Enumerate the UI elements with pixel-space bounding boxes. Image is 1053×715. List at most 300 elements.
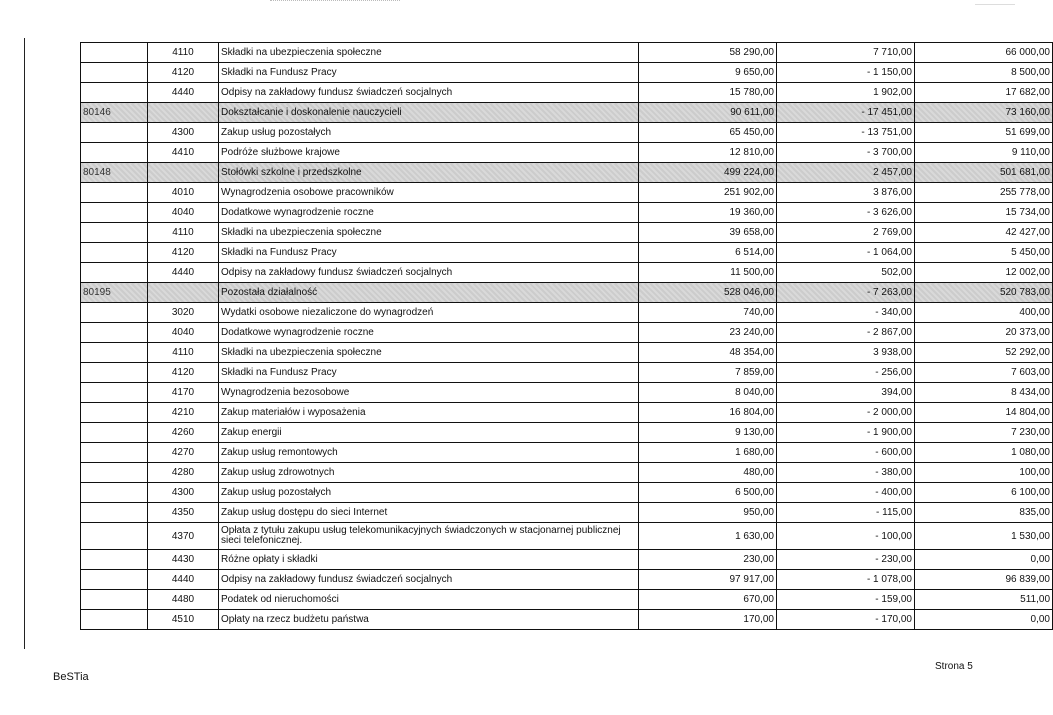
table-row bbox=[81, 203, 1053, 223]
change-cell-text: - 1 150,00 bbox=[866, 67, 912, 78]
change-cell bbox=[777, 463, 915, 483]
description-cell bbox=[219, 303, 639, 323]
chapter-cell bbox=[81, 610, 148, 630]
after-change-cell bbox=[915, 483, 1053, 503]
change-cell-text: - 17 451,00 bbox=[861, 107, 912, 118]
after-change-cell-text: 12 002,00 bbox=[1005, 267, 1050, 278]
paragraph-cell bbox=[148, 363, 219, 383]
paragraph-cell-text: 4170 bbox=[171, 387, 195, 398]
table-row bbox=[81, 143, 1053, 163]
plan-cell bbox=[639, 363, 777, 383]
change-cell-text: 3 938,00 bbox=[873, 347, 912, 358]
paragraph-cell bbox=[148, 443, 219, 463]
scan-artifact bbox=[975, 4, 1015, 5]
table-row-chapter bbox=[81, 283, 1053, 303]
paragraph-cell bbox=[148, 83, 219, 103]
plan-cell bbox=[639, 590, 777, 610]
plan-cell-text: 16 804,00 bbox=[729, 407, 774, 418]
plan-cell bbox=[639, 503, 777, 523]
after-change-cell-text: 51 699,00 bbox=[1005, 127, 1050, 138]
after-change-cell bbox=[915, 403, 1053, 423]
description-cell-text: Wynagrodzenia osobowe pracowników bbox=[221, 187, 394, 198]
chapter-cell bbox=[81, 590, 148, 610]
after-change-cell bbox=[915, 523, 1053, 550]
after-change-cell bbox=[915, 123, 1053, 143]
footer-page-number: Strona 5 bbox=[935, 661, 973, 672]
description-cell-text: Różne opłaty i składki bbox=[221, 554, 318, 565]
table-row-chapter bbox=[81, 103, 1053, 123]
paragraph-cell bbox=[148, 423, 219, 443]
after-change-cell-text: 255 778,00 bbox=[999, 187, 1050, 198]
plan-cell-text: 90 611,00 bbox=[730, 107, 774, 118]
description-cell-text: Pozostała działalność bbox=[221, 287, 318, 298]
after-change-cell bbox=[915, 263, 1053, 283]
description-cell bbox=[219, 43, 639, 63]
plan-cell bbox=[639, 323, 777, 343]
chapter-cell bbox=[81, 163, 148, 183]
chapter-cell bbox=[81, 123, 148, 143]
table-row bbox=[81, 523, 1053, 550]
after-change-cell-text: 15 734,00 bbox=[1005, 207, 1050, 218]
description-cell bbox=[219, 223, 639, 243]
table-row bbox=[81, 303, 1053, 323]
description-cell bbox=[219, 203, 639, 223]
paragraph-cell-text: 4410 bbox=[171, 147, 195, 158]
change-cell bbox=[777, 103, 915, 123]
after-change-cell-text: 0,00 bbox=[1030, 614, 1050, 625]
plan-cell bbox=[639, 570, 777, 590]
paragraph-cell-text: 4270 bbox=[171, 447, 195, 458]
description-cell-text: Składki na Fundusz Pracy bbox=[221, 67, 337, 78]
paragraph-cell bbox=[148, 550, 219, 570]
description-cell-text: Dokształcanie i doskonalenie nauczycieli bbox=[221, 107, 402, 118]
chapter-cell bbox=[81, 363, 148, 383]
after-change-cell-text: 400,00 bbox=[1019, 307, 1050, 318]
change-cell bbox=[777, 610, 915, 630]
description-cell-text: Wynagrodzenia bezosobowe bbox=[221, 387, 350, 398]
plan-cell-text: 170,00 bbox=[743, 614, 774, 625]
after-change-cell bbox=[915, 570, 1053, 590]
description-cell bbox=[219, 83, 639, 103]
paragraph-cell bbox=[148, 123, 219, 143]
chapter-cell bbox=[81, 403, 148, 423]
after-change-cell bbox=[915, 590, 1053, 610]
plan-cell-text: 9 130,00 bbox=[735, 427, 774, 438]
paragraph-cell-text: 4110 bbox=[172, 347, 194, 358]
plan-cell-text: 740,00 bbox=[743, 307, 774, 318]
after-change-cell-text: 835,00 bbox=[1019, 507, 1050, 518]
paragraph-cell bbox=[148, 203, 219, 223]
change-cell bbox=[777, 63, 915, 83]
paragraph-cell-text: 4110 bbox=[172, 227, 194, 238]
table-row bbox=[81, 403, 1053, 423]
after-change-cell-text: 42 427,00 bbox=[1005, 227, 1050, 238]
after-change-cell bbox=[915, 83, 1053, 103]
description-cell bbox=[219, 483, 639, 503]
description-cell bbox=[219, 63, 639, 83]
description-cell-text: Zakup usług pozostałych bbox=[221, 127, 332, 138]
change-cell bbox=[777, 383, 915, 403]
table-row bbox=[81, 463, 1053, 483]
change-cell bbox=[777, 343, 915, 363]
change-cell-text: - 3 626,00 bbox=[866, 207, 912, 218]
paragraph-cell bbox=[148, 523, 219, 550]
plan-cell-text: 23 240,00 bbox=[729, 327, 774, 338]
plan-cell-text: 39 658,00 bbox=[729, 227, 774, 238]
after-change-cell-text: 96 839,00 bbox=[1005, 574, 1050, 585]
description-cell-text: Stołówki szkolne i przedszkolne bbox=[221, 167, 362, 178]
table-row bbox=[81, 570, 1053, 590]
plan-cell-text: 97 917,00 bbox=[729, 574, 774, 585]
paragraph-cell bbox=[148, 183, 219, 203]
change-cell bbox=[777, 223, 915, 243]
after-change-cell bbox=[915, 183, 1053, 203]
change-cell-text: - 2 867,00 bbox=[866, 327, 912, 338]
paragraph-cell bbox=[148, 223, 219, 243]
plan-cell-text: 19 360,00 bbox=[729, 207, 774, 218]
chapter-cell bbox=[81, 203, 148, 223]
change-cell bbox=[777, 550, 915, 570]
description-cell bbox=[219, 263, 639, 283]
after-change-cell-text: 1 080,00 bbox=[1011, 447, 1050, 458]
change-cell-text: - 1 078,00 bbox=[866, 574, 912, 585]
after-change-cell-text: 8 434,00 bbox=[1011, 387, 1050, 398]
paragraph-cell bbox=[148, 610, 219, 630]
description-cell bbox=[219, 183, 639, 203]
description-cell-text: Zakup usług zdrowotnych bbox=[221, 467, 335, 478]
plan-cell bbox=[639, 143, 777, 163]
change-cell-text: - 100,00 bbox=[875, 530, 912, 542]
change-cell-text: 502,00 bbox=[881, 267, 912, 278]
paragraph-cell bbox=[148, 163, 219, 183]
after-change-cell bbox=[915, 243, 1053, 263]
paragraph-cell-text: 4510 bbox=[171, 614, 195, 625]
plan-cell-text: 950,00 bbox=[743, 507, 774, 518]
after-change-cell-text: 501 681,00 bbox=[999, 167, 1050, 178]
plan-cell bbox=[639, 463, 777, 483]
after-change-cell bbox=[915, 383, 1053, 403]
change-cell-text: - 13 751,00 bbox=[861, 127, 912, 138]
paragraph-cell bbox=[148, 303, 219, 323]
plan-cell bbox=[639, 443, 777, 463]
description-cell-text: Odpisy na zakładowy fundusz świadczeń socjalnych bbox=[221, 267, 453, 278]
change-cell bbox=[777, 123, 915, 143]
plan-cell bbox=[639, 103, 777, 123]
change-cell bbox=[777, 423, 915, 443]
after-change-cell bbox=[915, 343, 1053, 363]
chapter-cell-text: 80195 bbox=[83, 287, 111, 298]
after-change-cell-text: 14 804,00 bbox=[1005, 407, 1050, 418]
paragraph-cell-text: 4440 bbox=[171, 267, 195, 278]
description-cell-text: Składki na ubezpieczenia społeczne bbox=[221, 47, 382, 58]
table-row bbox=[81, 43, 1053, 63]
after-change-cell bbox=[915, 163, 1053, 183]
table-row bbox=[81, 590, 1053, 610]
after-change-cell-text: 7 603,00 bbox=[1011, 367, 1050, 378]
after-change-cell bbox=[915, 443, 1053, 463]
change-cell bbox=[777, 283, 915, 303]
after-change-cell bbox=[915, 503, 1053, 523]
description-cell-text: Składki na Fundusz Pracy bbox=[221, 247, 337, 258]
description-cell bbox=[219, 343, 639, 363]
after-change-cell-text: 5 450,00 bbox=[1011, 247, 1050, 258]
paragraph-cell-text: 4350 bbox=[171, 507, 195, 518]
description-cell bbox=[219, 363, 639, 383]
after-change-cell bbox=[915, 610, 1053, 630]
paragraph-cell-text: 4010 bbox=[171, 187, 195, 198]
change-cell bbox=[777, 483, 915, 503]
after-change-cell bbox=[915, 223, 1053, 243]
after-change-cell bbox=[915, 463, 1053, 483]
description-cell bbox=[219, 423, 639, 443]
paragraph-cell-text: 3020 bbox=[171, 307, 195, 318]
paragraph-cell bbox=[148, 463, 219, 483]
change-cell-text: - 380,00 bbox=[875, 467, 912, 478]
plan-cell-text: 1 630,00 bbox=[735, 530, 774, 542]
change-cell bbox=[777, 163, 915, 183]
after-change-cell-text: 520 783,00 bbox=[999, 287, 1050, 298]
after-change-cell bbox=[915, 43, 1053, 63]
table-row bbox=[81, 383, 1053, 403]
description-cell bbox=[219, 283, 639, 303]
description-cell-text: Odpisy na zakładowy fundusz świadczeń socjalnych bbox=[221, 87, 453, 98]
description-cell bbox=[219, 163, 639, 183]
after-change-cell bbox=[915, 63, 1053, 83]
description-cell bbox=[219, 570, 639, 590]
paragraph-cell-text: 4210 bbox=[171, 407, 195, 418]
chapter-cell bbox=[81, 263, 148, 283]
description-cell-text: Podróże służbowe krajowe bbox=[221, 147, 340, 158]
chapter-cell bbox=[81, 550, 148, 570]
paragraph-cell-text: 4430 bbox=[171, 554, 195, 565]
change-cell bbox=[777, 83, 915, 103]
change-cell-text: - 159,00 bbox=[875, 594, 912, 605]
change-cell-text: - 1 064,00 bbox=[866, 247, 912, 258]
plan-cell-text: 7 859,00 bbox=[735, 367, 774, 378]
change-cell-text: - 170,00 bbox=[875, 614, 912, 625]
change-cell-text: - 115,00 bbox=[876, 507, 912, 518]
description-cell bbox=[219, 523, 639, 550]
paragraph-cell-text: 4370 bbox=[171, 530, 195, 542]
change-cell bbox=[777, 590, 915, 610]
change-cell bbox=[777, 263, 915, 283]
plan-cell bbox=[639, 243, 777, 263]
change-cell-text: - 400,00 bbox=[875, 487, 912, 498]
change-cell bbox=[777, 323, 915, 343]
change-cell bbox=[777, 403, 915, 423]
change-cell bbox=[777, 363, 915, 383]
paragraph-cell-text: 4440 bbox=[171, 87, 195, 98]
budget-table-body bbox=[81, 43, 1053, 630]
description-cell bbox=[219, 383, 639, 403]
table-row bbox=[81, 83, 1053, 103]
after-change-cell bbox=[915, 203, 1053, 223]
table-row bbox=[81, 443, 1053, 463]
plan-cell-text: 8 040,00 bbox=[735, 387, 774, 398]
table-row bbox=[81, 223, 1053, 243]
after-change-cell bbox=[915, 283, 1053, 303]
change-cell bbox=[777, 303, 915, 323]
table-row bbox=[81, 63, 1053, 83]
plan-cell-text: 9 650,00 bbox=[735, 67, 774, 78]
after-change-cell bbox=[915, 323, 1053, 343]
plan-cell bbox=[639, 483, 777, 503]
table-row bbox=[81, 550, 1053, 570]
table-row bbox=[81, 243, 1053, 263]
after-change-cell bbox=[915, 103, 1053, 123]
chapter-cell bbox=[81, 143, 148, 163]
chapter-cell bbox=[81, 223, 148, 243]
plan-cell bbox=[639, 303, 777, 323]
plan-cell bbox=[639, 550, 777, 570]
description-cell bbox=[219, 323, 639, 343]
paragraph-cell bbox=[148, 343, 219, 363]
chapter-cell bbox=[81, 463, 148, 483]
plan-cell bbox=[639, 203, 777, 223]
chapter-cell bbox=[81, 103, 148, 123]
plan-cell bbox=[639, 283, 777, 303]
after-change-cell-text: 73 160,00 bbox=[1005, 107, 1050, 118]
chapter-cell bbox=[81, 523, 148, 550]
description-cell-text: Składki na ubezpieczenia społeczne bbox=[221, 347, 382, 358]
chapter-cell bbox=[81, 343, 148, 363]
plan-cell-text: 499 224,00 bbox=[723, 167, 774, 178]
change-cell-text: - 256,00 bbox=[875, 367, 912, 378]
paragraph-cell bbox=[148, 383, 219, 403]
plan-cell bbox=[639, 423, 777, 443]
change-cell bbox=[777, 523, 915, 550]
description-cell-text: Zakup usług remontowych bbox=[221, 447, 338, 458]
plan-cell bbox=[639, 123, 777, 143]
plan-cell bbox=[639, 343, 777, 363]
description-cell-text: Wydatki osobowe niezaliczone do wynagrodzeń bbox=[221, 307, 434, 318]
after-change-cell-text: 0,00 bbox=[1030, 554, 1050, 565]
plan-cell bbox=[639, 523, 777, 550]
after-change-cell-text: 1 530,00 bbox=[1011, 530, 1050, 542]
after-change-cell-text: 20 373,00 bbox=[1005, 327, 1050, 338]
plan-cell-text: 670,00 bbox=[743, 594, 774, 605]
after-change-cell-text: 8 500,00 bbox=[1011, 67, 1050, 78]
budget-table bbox=[80, 42, 1053, 630]
plan-cell-text: 6 500,00 bbox=[735, 487, 774, 498]
plan-cell bbox=[639, 383, 777, 403]
plan-cell-text: 480,00 bbox=[743, 467, 774, 478]
description-cell bbox=[219, 103, 639, 123]
chapter-cell bbox=[81, 383, 148, 403]
change-cell-text: 3 876,00 bbox=[873, 187, 912, 198]
change-cell-text: 2 457,00 bbox=[873, 167, 912, 178]
chapter-cell bbox=[81, 83, 148, 103]
paragraph-cell-text: 4110 bbox=[172, 47, 194, 58]
plan-cell-text: 12 810,00 bbox=[729, 147, 774, 158]
change-cell bbox=[777, 443, 915, 463]
change-cell-text: - 1 900,00 bbox=[866, 427, 912, 438]
chapter-cell bbox=[81, 303, 148, 323]
plan-cell-text: 528 046,00 bbox=[723, 287, 774, 298]
after-change-cell-text: 9 110,00 bbox=[1011, 147, 1050, 158]
table-row bbox=[81, 123, 1053, 143]
change-cell bbox=[777, 243, 915, 263]
plan-cell-text: 48 354,00 bbox=[729, 347, 774, 358]
chapter-cell bbox=[81, 183, 148, 203]
after-change-cell-text: 100,00 bbox=[1019, 467, 1050, 478]
plan-cell bbox=[639, 83, 777, 103]
paragraph-cell bbox=[148, 263, 219, 283]
scan-artifact bbox=[270, 0, 400, 5]
description-cell bbox=[219, 243, 639, 263]
description-cell-text: Opłaty na rzecz budżetu państwa bbox=[221, 614, 369, 625]
change-cell bbox=[777, 43, 915, 63]
chapter-cell bbox=[81, 570, 148, 590]
paragraph-cell bbox=[148, 323, 219, 343]
paragraph-cell bbox=[148, 403, 219, 423]
paragraph-cell-text: 4040 bbox=[171, 327, 195, 338]
after-change-cell-text: 17 682,00 bbox=[1005, 87, 1050, 98]
description-cell-text: Zakup materiałów i wyposażenia bbox=[221, 407, 366, 418]
after-change-cell bbox=[915, 143, 1053, 163]
chapter-cell bbox=[81, 243, 148, 263]
description-cell-text: Opłata z tytułu zakupu usług telekomunikacyjnych świadczonych w stacjonarnej publicznej sieci telefonicznej. bbox=[221, 525, 621, 546]
after-change-cell-text: 7 230,00 bbox=[1011, 427, 1050, 438]
paragraph-cell-text: 4300 bbox=[171, 127, 195, 138]
paragraph-cell-text: 4120 bbox=[171, 67, 195, 78]
plan-cell-text: 251 902,00 bbox=[723, 187, 774, 198]
plan-cell-text: 1 680,00 bbox=[735, 447, 774, 458]
table-row bbox=[81, 343, 1053, 363]
change-cell bbox=[777, 503, 915, 523]
chapter-cell bbox=[81, 503, 148, 523]
table-row bbox=[81, 423, 1053, 443]
change-cell-text: 2 769,00 bbox=[873, 227, 912, 238]
paragraph-cell-text: 4120 bbox=[171, 367, 195, 378]
footer-software-name: BeSTia bbox=[53, 671, 89, 683]
description-cell-text: Składki na Fundusz Pracy bbox=[221, 367, 337, 378]
paragraph-cell bbox=[148, 590, 219, 610]
paragraph-cell bbox=[148, 503, 219, 523]
chapter-cell-text: 80148 bbox=[83, 167, 111, 178]
paragraph-cell bbox=[148, 283, 219, 303]
change-cell-text: - 340,00 bbox=[875, 307, 912, 318]
change-cell bbox=[777, 203, 915, 223]
table-row bbox=[81, 183, 1053, 203]
description-cell bbox=[219, 590, 639, 610]
plan-cell-text: 65 450,00 bbox=[729, 127, 774, 138]
plan-cell bbox=[639, 403, 777, 423]
description-cell-text: Zakup usług dostępu do sieci Internet bbox=[221, 507, 388, 518]
chapter-cell bbox=[81, 483, 148, 503]
change-cell-text: - 230,00 bbox=[875, 554, 912, 565]
change-cell-text: - 600,00 bbox=[875, 447, 912, 458]
description-cell bbox=[219, 403, 639, 423]
chapter-cell-text: 80146 bbox=[83, 107, 111, 118]
description-cell bbox=[219, 550, 639, 570]
plan-cell bbox=[639, 223, 777, 243]
description-cell-text: Zakup usług pozostałych bbox=[221, 487, 332, 498]
paragraph-cell-text: 4040 bbox=[171, 207, 195, 218]
page-margin-line bbox=[24, 38, 25, 649]
description-cell bbox=[219, 503, 639, 523]
paragraph-cell-text: 4300 bbox=[171, 487, 195, 498]
chapter-cell bbox=[81, 323, 148, 343]
plan-cell bbox=[639, 183, 777, 203]
change-cell-text: - 2 000,00 bbox=[866, 407, 912, 418]
description-cell bbox=[219, 123, 639, 143]
paragraph-cell-text: 4480 bbox=[171, 594, 195, 605]
after-change-cell-text: 66 000,00 bbox=[1005, 47, 1050, 58]
chapter-cell bbox=[81, 43, 148, 63]
table-row bbox=[81, 323, 1053, 343]
change-cell-text: - 7 263,00 bbox=[866, 287, 912, 298]
